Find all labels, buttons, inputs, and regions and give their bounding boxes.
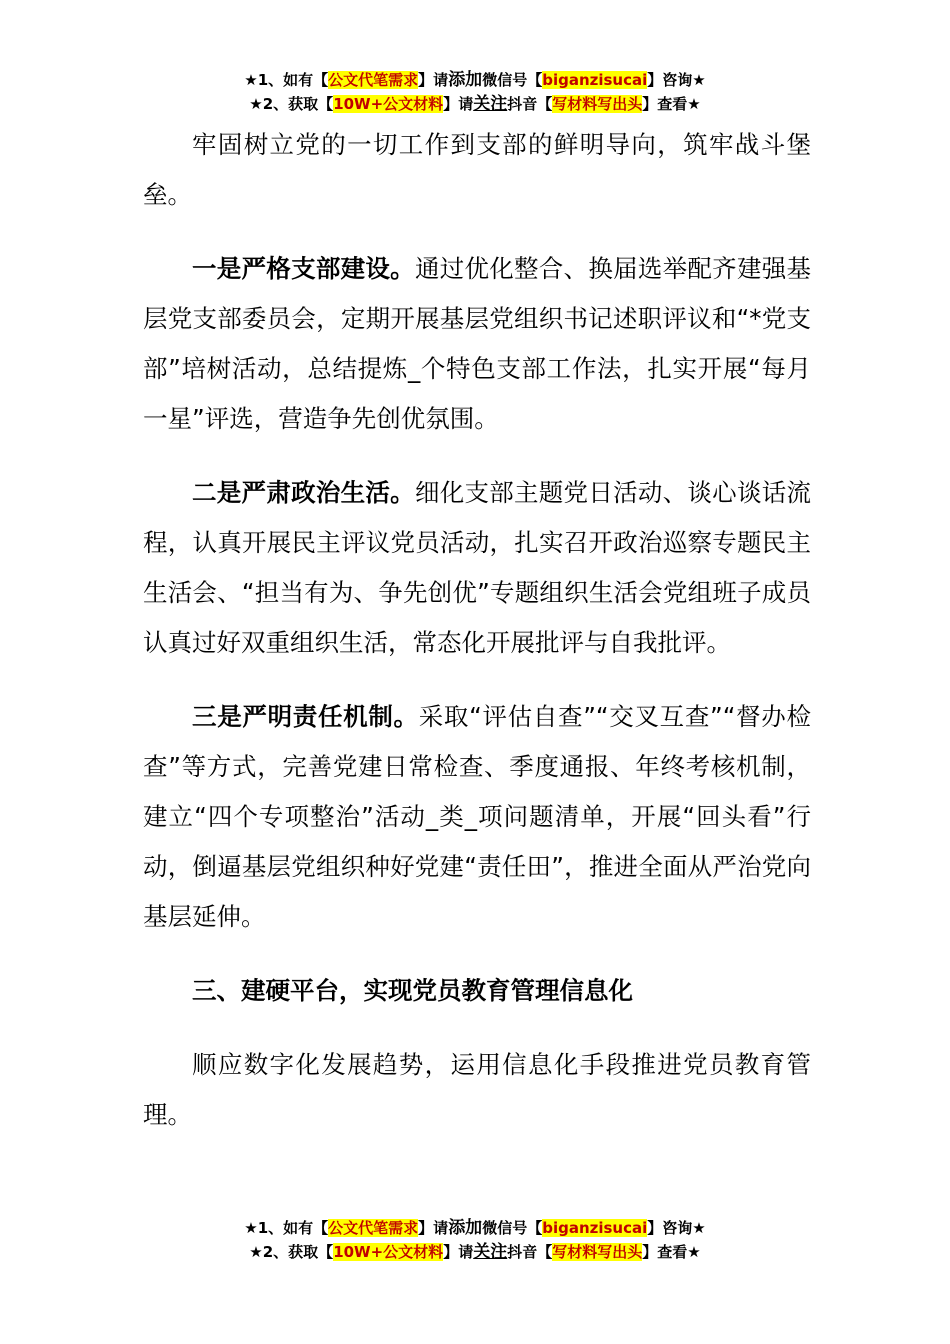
wechat-id: biganzisucai <box>542 1219 648 1237</box>
banner-line-2: ★2、获取【10W+公文材料】请关注抖音【写材料写出头】查看★ <box>249 94 701 114</box>
star-icon: ★ <box>244 71 258 89</box>
banner-line-1: ★1、如有【公文代笔需求】请添加微信号【biganzisucai】咨询★ <box>244 1218 706 1238</box>
paragraph: 一是严格支部建设。通过优化整合、换届选举配齐建强基层党支部委员会，定期开展基层党组织书记述职评议和“*党支部”培树活动，总结提炼_个特色支部工作法，扎实开展“每月一星”评选，营造争先创优氛围。 <box>143 254 811 433</box>
footer-banner <box>0 1216 950 1264</box>
banner-highlight: 10W+公文材料 <box>333 95 444 113</box>
header-banner <box>0 68 950 116</box>
douyin-account: 写材料写出头 <box>552 1243 643 1261</box>
star-icon: ★ <box>249 1243 263 1261</box>
document-body <box>143 120 811 1140</box>
banner-highlight: 10W+公文材料 <box>333 1243 444 1261</box>
paragraph: 三是严明责任机制。采取“评估自查”“交叉互查”“督办检查”等方式，完善党建日常检查、季度通报、年终考核机制，建立“四个专项整治”活动_类_项问题清单，开展“回头看”行动，倒逼基层党组织种好党建“责任田”，推进全面从严治党向基层延伸。 <box>143 702 811 931</box>
star-icon: ★ <box>249 95 263 113</box>
banner-line-2: ★2、获取【10W+公文材料】请关注抖音【写材料写出头】查看★ <box>249 1242 701 1262</box>
paragraph-lead: 一是严格支部建设。 <box>192 254 415 283</box>
section-heading: 三、建硬平台，实现党员教育管理信息化 <box>192 976 633 1005</box>
banner-highlight: 公文代笔需求 <box>328 1219 419 1237</box>
star-icon: ★ <box>244 1219 258 1237</box>
paragraph: 二是严肃政治生活。细化支部主题党日活动、谈心谈话流程，认真开展民主评议党员活动，扎实召开政治巡察专题民主生活会、“担当有为、争先创优”专题组织生活会党组班子成员认真过好双重组织生活，常态化开展批评与自我批评。 <box>143 478 811 657</box>
banner-line-1: ★1、如有【公文代笔需求】请添加微信号【biganzisucai】咨询★ <box>244 70 706 90</box>
paragraph: 牢固树立党的一切工作到支部的鲜明导向，筑牢战斗堡垒。 <box>143 130 811 209</box>
wechat-id: biganzisucai <box>542 71 648 89</box>
paragraph-lead: 三是严明责任机制。 <box>192 702 419 731</box>
douyin-account: 写材料写出头 <box>552 95 643 113</box>
paragraph: 顺应数字化发展趋势，运用信息化手段推进党员教育管理。 <box>143 1050 811 1129</box>
paragraph-lead: 二是严肃政治生活。 <box>192 478 415 507</box>
banner-highlight: 公文代笔需求 <box>328 71 419 89</box>
